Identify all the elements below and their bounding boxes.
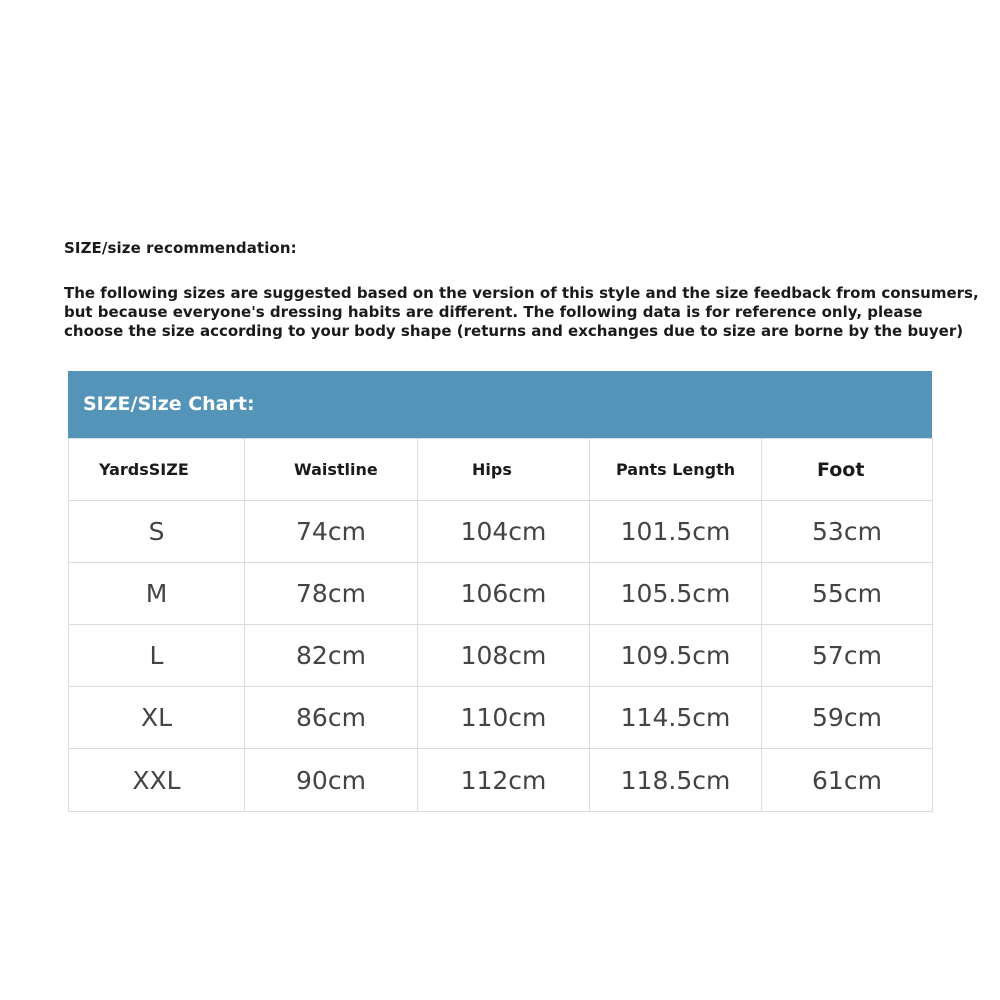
recommendation-line: The following sizes are suggested based on the version of this style and the size feedback from consumers, [64, 284, 979, 302]
table-header-row [69, 439, 933, 501]
column-header-waistline: Waistline [245, 439, 418, 501]
waistline-cell: 74cm [245, 501, 418, 563]
foot-cell: 57cm [762, 625, 933, 687]
hips-cell: 104cm [418, 501, 590, 563]
size-cell: L [69, 625, 245, 687]
waistline-cell: 78cm [245, 563, 418, 625]
hips-cell: 110cm [418, 687, 590, 749]
size-recommendation-text [64, 284, 979, 341]
foot-cell: 61cm [762, 749, 933, 812]
foot-cell: 55cm [762, 563, 933, 625]
size-cell: XXL [69, 749, 245, 812]
table-row [69, 501, 933, 563]
foot-cell: 59cm [762, 687, 933, 749]
size-chart [68, 371, 932, 812]
pants-length-cell: 114.5cm [590, 687, 762, 749]
column-header-size: YardsSIZE [69, 439, 245, 501]
size-cell: S [69, 501, 245, 563]
pants-length-cell: 101.5cm [590, 501, 762, 563]
pants-length-cell: 109.5cm [590, 625, 762, 687]
table-row [69, 749, 933, 812]
table-row [69, 625, 933, 687]
hips-cell: 112cm [418, 749, 590, 812]
hips-cell: 106cm [418, 563, 590, 625]
foot-cell: 53cm [762, 501, 933, 563]
waistline-cell: 86cm [245, 687, 418, 749]
waistline-cell: 90cm [245, 749, 418, 812]
pants-length-cell: 105.5cm [590, 563, 762, 625]
column-header-hips: Hips [418, 439, 590, 501]
table-row [69, 563, 933, 625]
size-cell: M [69, 563, 245, 625]
size-chart-title: SIZE/Size Chart: [68, 371, 932, 438]
column-header-foot: Foot [762, 439, 933, 501]
recommendation-line: but because everyone's dressing habits are different. The following data is for reference only, please [64, 303, 923, 321]
hips-cell: 108cm [418, 625, 590, 687]
waistline-cell: 82cm [245, 625, 418, 687]
size-recommendation-title: SIZE/size recommendation: [64, 239, 297, 257]
table-row [69, 687, 933, 749]
recommendation-line: choose the size according to your body shape (returns and exchanges due to size are borne by the buyer) [64, 322, 964, 340]
pants-length-cell: 118.5cm [590, 749, 762, 812]
size-cell: XL [69, 687, 245, 749]
column-header-pants-length: Pants Length [590, 439, 762, 501]
size-table [68, 438, 933, 812]
